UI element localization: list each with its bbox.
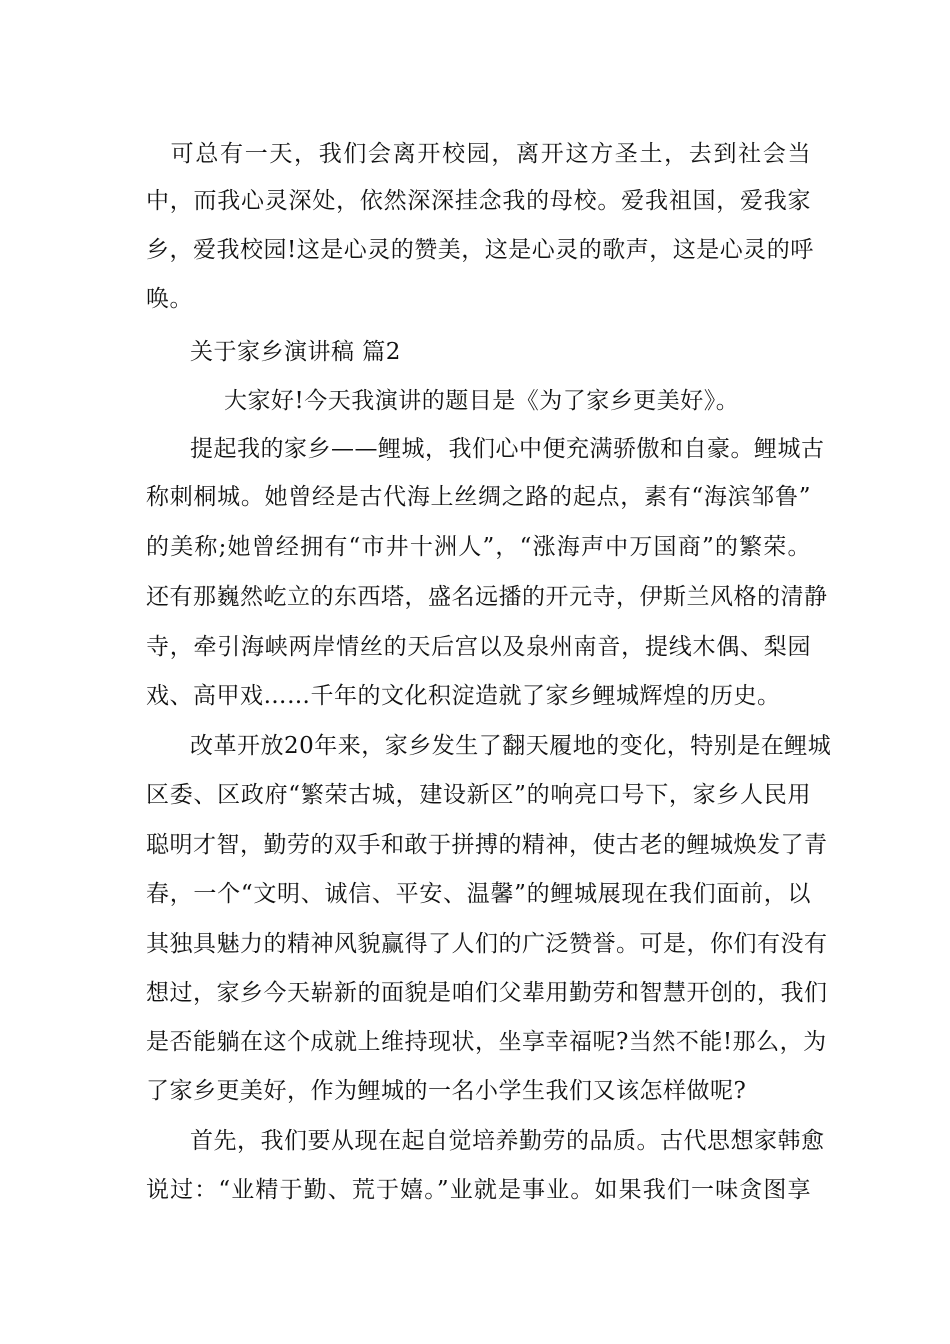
paragraph-3-line-5: 其独具魅力的精神风貌赢得了人们的广泛赞誉。可是，你们有没有 [146, 931, 828, 957]
paragraph-3-line-2: 区委、区政府“繁荣古城，建设新区”的响亮口号下，家乡人民用 [146, 782, 811, 808]
paragraph-2-line-5: 寺，牵引海峡两岸情丝的天后宫以及泉州南音，提线木偶、梨园 [146, 634, 811, 660]
paragraph-4-line-2: 说过：“业精于勤、荒于嬉。”业就是事业。如果我们一味贪图享 [146, 1177, 811, 1203]
paragraph-3-line-7: 是否能躺在这个成就上维持现状，坐享幸福呢?当然不能!那么，为 [146, 1029, 827, 1055]
paragraph-3-line-1: 改革开放20年来，家乡发生了翻天履地的变化，特别是在鲤城 [190, 733, 832, 759]
paragraph-3-line-8: 了家乡更美好，作为鲤城的一名小学生我们又该怎样做呢? [146, 1078, 747, 1104]
greeting-line: 大家好!今天我演讲的题目是《为了家乡更美好》。 [224, 388, 740, 414]
paragraph-2-line-3: 的美称;她曾经拥有“市井十洲人”，“涨海声中万国商”的繁荣。 [146, 534, 811, 560]
paragraph-2-line-2: 称刺桐城。她曾经是古代海上丝绸之路的起点，素有“海滨邹鲁” [146, 484, 811, 510]
paragraph-2-line-1: 提起我的家乡——鲤城，我们心中便充满骄傲和自豪。鲤城古 [190, 436, 825, 462]
paragraph-2-line-6: 戏、高甲戏……千年的文化积淀造就了家乡鲤城辉煌的历史。 [146, 683, 781, 709]
paragraph-1-line-4: 唤。 [146, 286, 193, 312]
paragraph-2-line-4: 还有那巍然屹立的东西塔，盛名远播的开元寺，伊斯兰风格的清静 [146, 584, 828, 610]
paragraph-1-line-3: 乡，爱我校园!这是心灵的赞美，这是心灵的歌声，这是心灵的呼 [146, 237, 814, 263]
paragraph-4-line-1: 首先，我们要从现在起自觉培养勤劳的品质。古代思想家韩愈 [190, 1128, 825, 1154]
paragraph-3-line-3: 聪明才智，勤劳的双手和敢于拼搏的精神，使古老的鲤城焕发了青 [146, 832, 828, 858]
paragraph-1-line-2: 中，而我心灵深处，依然深深挂念我的母校。爱我祖国，爱我家 [146, 188, 811, 214]
paragraph-1-line-1: 可总有一天，我们会离开校园，离开这方圣土，去到社会当 [146, 141, 811, 167]
paragraph-3-line-6: 想过，家乡今天崭新的面貌是咱们父辈用勤劳和智慧开创的，我们 [146, 980, 828, 1006]
section-heading: 关于家乡演讲稿 篇2 [190, 339, 401, 365]
paragraph-3-line-4: 春，一个“文明、诚信、平安、温馨”的鲤城展现在我们面前，以 [146, 881, 811, 907]
